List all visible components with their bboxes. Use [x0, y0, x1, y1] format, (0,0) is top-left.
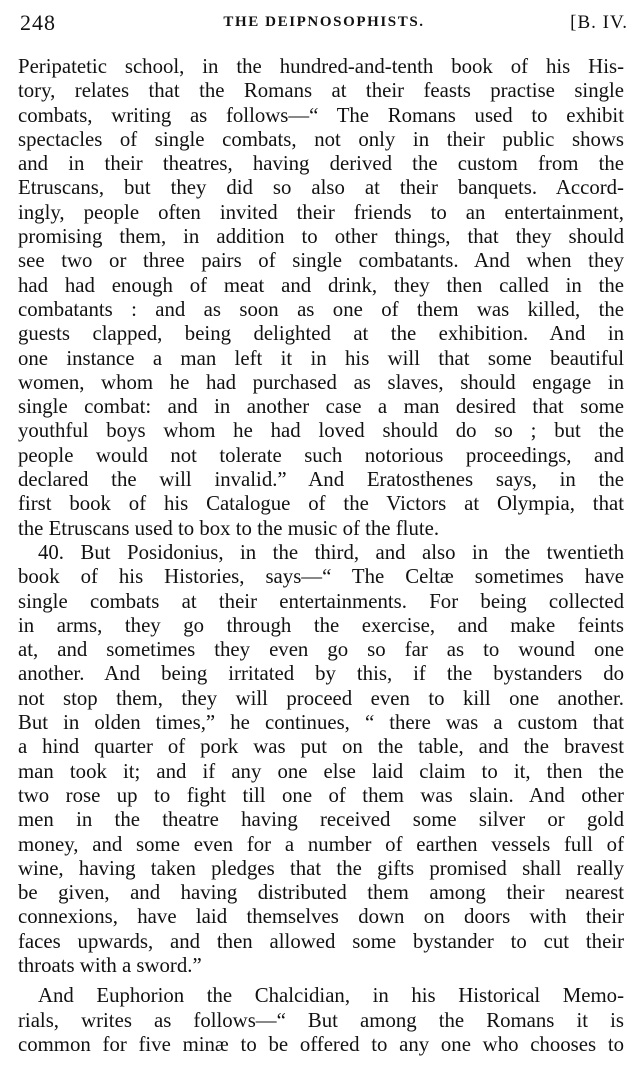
text-line: wine, having taken pledges that the gifts promised shall really — [18, 856, 624, 880]
text-line: men in the theatre having received some silver or gold — [18, 808, 624, 832]
text-line: tory, relates that the Romans at their feasts practise single — [18, 79, 624, 103]
text-line: had had enough of meat and drink, they then called in the — [18, 273, 624, 297]
text-line: and in their theatres, having derived the custom from the — [18, 152, 624, 176]
text-line: another. And being irritated by this, if the bystanders do — [18, 662, 624, 686]
text-line: at, and sometimes they even go so far as to wound one — [18, 638, 624, 662]
text-line: 40. But Posidonius, in the third, and also in the twentieth — [38, 540, 624, 564]
text-line: a hind quarter of pork was put on the table, and the bravest — [18, 735, 624, 759]
text-line: women, whom he had purchased as slaves, should engage in — [18, 370, 624, 394]
running-title: THE DEIPNOSOPHISTS. — [223, 14, 425, 30]
text-line: promising them, in addition to other things, that they should — [18, 225, 624, 249]
text-line: But in olden times,” he continues, “ there was a custom that — [18, 711, 624, 735]
text-line: first book of his Catalogue of the Victors at Olympia, that — [18, 492, 624, 516]
text-line: Peripatetic school, in the hundred-and-tenth book of his His- — [18, 55, 624, 78]
text-line: in arms, they go through the exercise, and make feints — [18, 613, 624, 637]
text-line: one instance a man left it in his will that some beautiful — [18, 346, 624, 370]
text-line: man took it; and if any one else laid claim to it, then the — [18, 759, 624, 783]
text-line: And Euphorion the Chalcidian, in his Historical Memo- — [38, 984, 624, 1008]
body-text — [18, 55, 624, 1057]
text-line: single combats at their entertainments. For being collected — [18, 589, 624, 613]
text-line: be given, and having distributed them among their nearest — [18, 881, 624, 905]
text-line: not stop them, they will proceed even to kill one another. — [18, 686, 624, 710]
text-line: declared the will invalid.” And Eratosthenes says, in the — [18, 468, 624, 492]
paragraph — [18, 55, 624, 541]
text-line: connexions, have laid themselves down on doors with their — [18, 905, 624, 929]
text-line: guests clapped, being delighted at the exhibition. And in — [18, 322, 624, 346]
text-line: single combat: and in another case a man desired that some — [18, 395, 624, 419]
text-line: people would not tolerate such notorious proceedings, and — [18, 443, 624, 467]
paragraph — [18, 984, 624, 1057]
text-line: see two or three pairs of single combatants. And when they — [18, 249, 624, 273]
paragraph — [18, 541, 624, 978]
text-line: money, and some even for a number of earthen vessels full of — [18, 832, 624, 856]
text-line: Etruscans, but they did so also at their banquets. Accord- — [18, 176, 624, 200]
text-line: throats with a sword.” — [18, 953, 202, 977]
text-line: combats, writing as follows—“ The Romans used to exhibit — [18, 103, 624, 127]
text-line: spectacles of single combats, not only in their public shows — [18, 127, 624, 151]
running-header — [20, 8, 628, 38]
text-line: ingly, people often invited their friends to an entertainment, — [18, 200, 624, 224]
text-line: two rose up to fight till one of them was slain. And other — [18, 783, 624, 807]
book-reference: [B. IV. — [570, 12, 628, 33]
text-line: rials, writes as follows—“ But among the Romans it is — [18, 1008, 624, 1032]
text-line: book of his Histories, says—“ The Celtæ sometimes have — [18, 565, 624, 589]
text-line: common for five minæ to be offered to any one who chooses to — [18, 1032, 624, 1056]
text-line: youthful boys whom he had loved should do so ; but the — [18, 419, 624, 443]
page-number: 248 — [20, 10, 56, 35]
text-line: the Etruscans used to box to the music of the flute. — [18, 516, 440, 540]
text-line: faces upwards, and then allowed some bystander to cut their — [18, 929, 624, 953]
text-line: combatants : and as soon as one of them was killed, the — [18, 297, 624, 321]
